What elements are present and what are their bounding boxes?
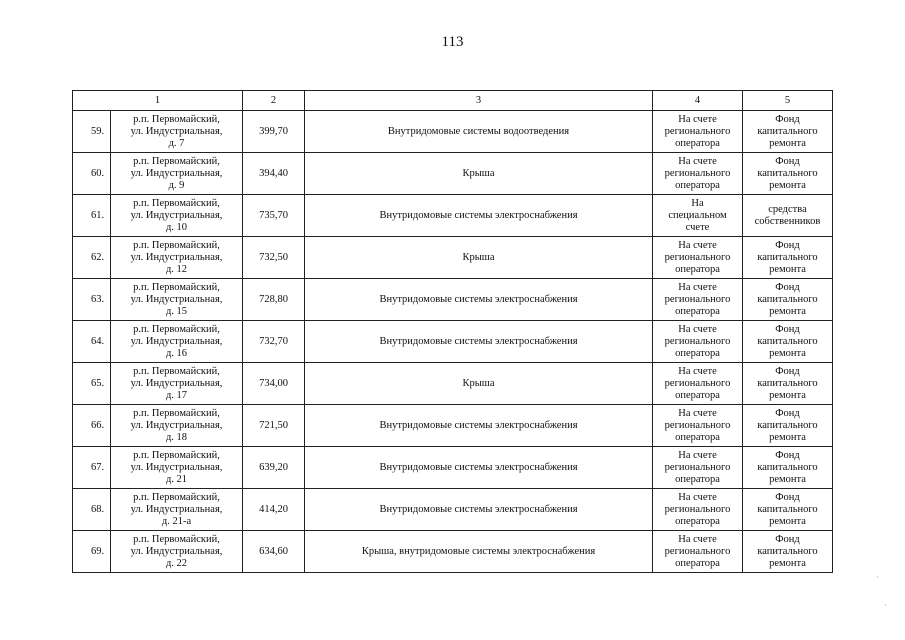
table-row [73, 405, 833, 447]
work-type-cell: Крыша [305, 153, 653, 195]
work-type-cell: Внутридомовые системы электроснабжения [305, 321, 653, 363]
table-row [73, 111, 833, 153]
funding-source-cell [743, 321, 833, 363]
address-cell-line: д. 22 [165, 557, 188, 569]
address-cell-line: д. 17 [165, 389, 188, 401]
address-cell-line: ул. Индустриальная, [130, 545, 223, 557]
work-type-cell: Внутридомовые системы электроснабжения [305, 279, 653, 321]
funding-source-cell-line: ремонта [769, 515, 806, 527]
capital-repair-table [72, 90, 833, 573]
account-cell-line: регионального [664, 251, 731, 263]
account-cell [653, 195, 743, 237]
account-cell [653, 531, 743, 573]
funding-source-cell-line: ремонта [769, 473, 806, 485]
address-cell-line: д. 10 [165, 221, 188, 233]
table-row [73, 489, 833, 531]
address-cell-line: д. 9 [168, 179, 185, 191]
row-number: 60. [73, 153, 111, 195]
account-cell [653, 405, 743, 447]
account-cell [653, 489, 743, 531]
funding-source-cell-line: капитального [757, 461, 818, 473]
funding-source-cell-line: Фонд [775, 491, 800, 503]
funding-source-cell [743, 447, 833, 489]
account-cell-line: На счете [678, 491, 717, 503]
address-cell-line: р.п. Первомайский, [133, 281, 220, 293]
area-cell: 639,20 [243, 447, 305, 489]
work-type-cell: Крыша [305, 237, 653, 279]
account-cell-line: оператора [675, 557, 720, 569]
table-row [73, 531, 833, 573]
account-cell-line: регионального [664, 125, 731, 137]
address-cell-line: д. 15 [165, 305, 188, 317]
table-row [73, 363, 833, 405]
funding-source-cell-line: ремонта [769, 263, 806, 275]
funding-source-cell-line: ремонта [769, 179, 806, 191]
address-cell-line: ул. Индустриальная, [130, 209, 223, 221]
account-cell-line: регионального [664, 167, 731, 179]
row-number: 67. [73, 447, 111, 489]
address-cell-line: ул. Индустриальная, [130, 293, 223, 305]
funding-source-cell-line: ремонта [769, 347, 806, 359]
funding-source-cell [743, 153, 833, 195]
account-cell-line: На счете [678, 323, 717, 335]
address-cell-line: ул. Индустриальная, [130, 503, 223, 515]
funding-source-cell-line: средства [768, 203, 807, 215]
funding-source-cell-line: Фонд [775, 113, 800, 125]
account-cell-line: На счете [678, 155, 717, 167]
area-cell: 634,60 [243, 531, 305, 573]
address-cell-line: ул. Индустриальная, [130, 419, 223, 431]
funding-source-cell-line: капитального [757, 545, 818, 557]
row-number: 66. [73, 405, 111, 447]
funding-source-cell-line: ремонта [769, 137, 806, 149]
funding-source-cell-line: Фонд [775, 533, 800, 545]
row-number: 63. [73, 279, 111, 321]
account-cell [653, 321, 743, 363]
scan-speck: · [876, 572, 879, 582]
funding-source-cell [743, 111, 833, 153]
address-cell [111, 447, 243, 489]
account-cell-line: оператора [675, 473, 720, 485]
column-header-2: 2 [243, 91, 305, 111]
address-cell-line: ул. Индустриальная, [130, 251, 223, 263]
address-cell-line: р.п. Первомайский, [133, 239, 220, 251]
account-cell-line: оператора [675, 305, 720, 317]
funding-source-cell-line: капитального [757, 167, 818, 179]
address-cell-line: ул. Индустриальная, [130, 167, 223, 179]
address-cell-line: д. 12 [165, 263, 188, 275]
work-type-cell: Крыша, внутридомовые системы электроснабжения [305, 531, 653, 573]
work-type-cell: Внутридомовые системы электроснабжения [305, 447, 653, 489]
area-cell: 394,40 [243, 153, 305, 195]
account-cell-line: оператора [675, 389, 720, 401]
address-cell [111, 321, 243, 363]
work-type-cell: Внутридомовые системы водоотведения [305, 111, 653, 153]
funding-source-cell-line: Фонд [775, 449, 800, 461]
funding-source-cell-line: ремонта [769, 305, 806, 317]
page-number: 113 [441, 34, 464, 50]
address-cell-line: д. 7 [168, 137, 185, 149]
address-cell-line: р.п. Первомайский, [133, 449, 220, 461]
address-cell-line: ул. Индустриальная, [130, 461, 223, 473]
account-cell-line: счете [685, 221, 710, 233]
funding-source-cell-line: Фонд [775, 365, 800, 377]
row-number: 62. [73, 237, 111, 279]
funding-source-cell-line: ремонта [769, 557, 806, 569]
address-cell-line: р.п. Первомайский, [133, 491, 220, 503]
column-header-5: 5 [743, 91, 833, 111]
account-cell [653, 279, 743, 321]
funding-source-cell-line: капитального [757, 125, 818, 137]
row-number: 61. [73, 195, 111, 237]
table-row [73, 321, 833, 363]
account-cell-line: регионального [664, 335, 731, 347]
area-cell: 734,00 [243, 363, 305, 405]
address-cell-line: р.п. Первомайский, [133, 533, 220, 545]
address-cell-line: ул. Индустриальная, [130, 335, 223, 347]
row-number: 65. [73, 363, 111, 405]
area-cell: 735,70 [243, 195, 305, 237]
account-cell-line: регионального [664, 293, 731, 305]
address-cell [111, 279, 243, 321]
account-cell [653, 363, 743, 405]
account-cell-line: регионального [664, 503, 731, 515]
account-cell-line: На счете [678, 365, 717, 377]
column-header-1: 1 [73, 91, 243, 111]
table-row [73, 237, 833, 279]
account-cell-line: На счете [678, 533, 717, 545]
account-cell-line: На счете [678, 407, 717, 419]
account-cell-line: регионального [664, 461, 731, 473]
table-header-row [73, 91, 833, 111]
account-cell [653, 111, 743, 153]
funding-source-cell-line: собственников [754, 215, 821, 227]
funding-source-cell-line: Фонд [775, 155, 800, 167]
row-number: 64. [73, 321, 111, 363]
table-row [73, 195, 833, 237]
account-cell-line: оператора [675, 137, 720, 149]
table-body [73, 111, 833, 573]
funding-source-cell-line: ремонта [769, 389, 806, 401]
table-row [73, 153, 833, 195]
address-cell-line: р.п. Первомайский, [133, 155, 220, 167]
address-cell-line: р.п. Первомайский, [133, 113, 220, 125]
address-cell-line: д. 21 [165, 473, 188, 485]
row-number: 68. [73, 489, 111, 531]
funding-source-cell [743, 489, 833, 531]
account-cell-line: На счете [678, 449, 717, 461]
account-cell [653, 447, 743, 489]
funding-source-cell-line: капитального [757, 251, 818, 263]
account-cell-line: регионального [664, 419, 731, 431]
account-cell-line: специальном [668, 209, 727, 221]
address-cell-line: д. 21-а [161, 515, 192, 527]
area-cell: 728,80 [243, 279, 305, 321]
work-type-cell: Крыша [305, 363, 653, 405]
address-cell-line: ул. Индустриальная, [130, 125, 223, 137]
address-cell [111, 153, 243, 195]
account-cell-line: оператора [675, 179, 720, 191]
scan-speck: · [884, 600, 887, 610]
funding-source-cell-line: капитального [757, 335, 818, 347]
account-cell-line: На [691, 197, 704, 209]
address-cell-line: р.п. Первомайский, [133, 365, 220, 377]
address-cell [111, 237, 243, 279]
area-cell: 721,50 [243, 405, 305, 447]
funding-source-cell-line: капитального [757, 293, 818, 305]
area-cell: 732,70 [243, 321, 305, 363]
work-type-cell: Внутридомовые системы электроснабжения [305, 405, 653, 447]
area-cell: 732,50 [243, 237, 305, 279]
address-cell [111, 405, 243, 447]
table-row [73, 279, 833, 321]
funding-source-cell [743, 405, 833, 447]
table-row [73, 447, 833, 489]
column-header-3: 3 [305, 91, 653, 111]
address-cell-line: ул. Индустриальная, [130, 377, 223, 389]
address-cell-line: д. 18 [165, 431, 188, 443]
address-cell-line: д. 16 [165, 347, 188, 359]
account-cell-line: На счете [678, 113, 717, 125]
funding-source-cell-line: капитального [757, 419, 818, 431]
funding-source-cell-line: Фонд [775, 239, 800, 251]
row-number: 59. [73, 111, 111, 153]
area-cell: 414,20 [243, 489, 305, 531]
account-cell-line: На счете [678, 281, 717, 293]
account-cell-line: оператора [675, 263, 720, 275]
account-cell-line: регионального [664, 377, 731, 389]
address-cell-line: р.п. Первомайский, [133, 323, 220, 335]
address-cell [111, 531, 243, 573]
address-cell [111, 195, 243, 237]
funding-source-cell [743, 195, 833, 237]
funding-source-cell-line: Фонд [775, 407, 800, 419]
address-cell [111, 111, 243, 153]
account-cell-line: оператора [675, 431, 720, 443]
address-cell [111, 363, 243, 405]
funding-source-cell [743, 279, 833, 321]
row-number: 69. [73, 531, 111, 573]
address-cell [111, 489, 243, 531]
funding-source-cell-line: Фонд [775, 323, 800, 335]
address-cell-line: р.п. Первомайский, [133, 197, 220, 209]
area-cell: 399,70 [243, 111, 305, 153]
account-cell-line: оператора [675, 347, 720, 359]
account-cell [653, 153, 743, 195]
funding-source-cell [743, 531, 833, 573]
account-cell-line: На счете [678, 239, 717, 251]
account-cell [653, 237, 743, 279]
address-cell-line: р.п. Первомайский, [133, 407, 220, 419]
funding-source-cell-line: капитального [757, 377, 818, 389]
funding-source-cell-line: капитального [757, 503, 818, 515]
funding-source-cell-line: ремонта [769, 431, 806, 443]
funding-source-cell [743, 237, 833, 279]
work-type-cell: Внутридомовые системы электроснабжения [305, 489, 653, 531]
funding-source-cell-line: Фонд [775, 281, 800, 293]
work-type-cell: Внутридомовые системы электроснабжения [305, 195, 653, 237]
column-header-4: 4 [653, 91, 743, 111]
account-cell-line: регионального [664, 545, 731, 557]
account-cell-line: оператора [675, 515, 720, 527]
funding-source-cell [743, 363, 833, 405]
